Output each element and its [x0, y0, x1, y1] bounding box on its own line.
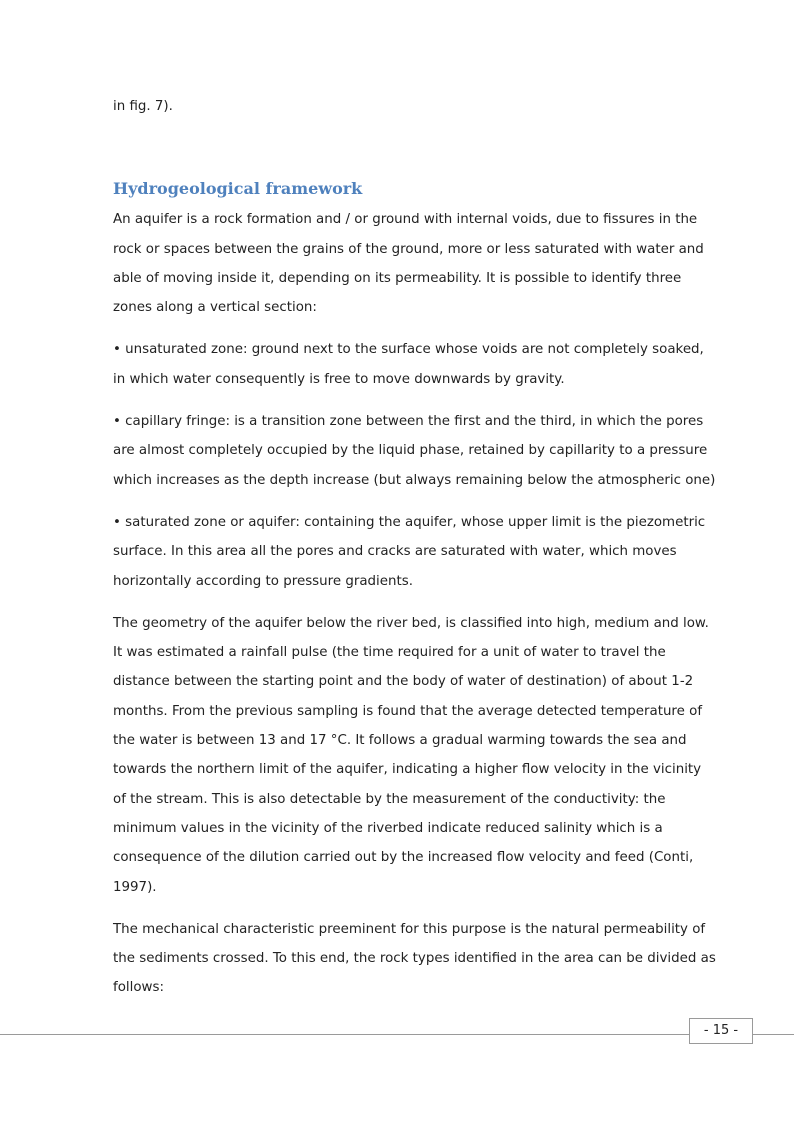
geometry-line: of the stream. This is also detectable by the measurement of the conductivity: the — [113, 791, 666, 807]
page-number: - 15 - — [689, 1018, 753, 1044]
geometry-line: months. From the previous sampling is found that the average detected temperature of — [113, 703, 703, 719]
zone-saturated — [113, 508, 706, 596]
mechanical-paragraph — [113, 915, 716, 1003]
intro-line: able of moving inside it, depending on its permeability. It is possible to identify three — [113, 270, 682, 286]
zone-line: horizontally according to pressure gradients. — [113, 573, 413, 589]
geometry-line: 1997). — [113, 879, 157, 895]
zone-unsaturated — [113, 335, 703, 394]
zone-line: surface. In this area all the pores and cracks are saturated with water, which moves — [113, 544, 677, 560]
geometry-line: the water is between 13 and 17 °C. It follows a gradual warming towards the sea and — [113, 733, 687, 749]
intro-line: rock or spaces between the grains of the ground, more or less saturated with water and — [113, 241, 704, 257]
continuation-text: in fig. 7). — [113, 99, 173, 114]
geometry-line: The geometry of the aquifer below the river bed, is classified into high, medium and low. — [113, 615, 709, 631]
zone-line: • unsaturated zone: ground next to the surface whose voids are not completely soaked, — [113, 342, 704, 358]
zone-line: • saturated zone or aquifer: containing the aquifer, whose upper limit is the piezometric — [113, 514, 706, 530]
section-heading: Hydrogeological framework — [113, 179, 363, 199]
intro-line: An aquifer is a rock formation and / or ground with internal voids, due to fissures in the — [113, 212, 698, 228]
geometry-paragraph — [113, 609, 709, 902]
page-content — [113, 92, 716, 1003]
zone-capillary-fringe — [113, 407, 716, 495]
zone-line: which increases as the depth increase (but always remaining below the atmospheric one) — [113, 472, 716, 488]
mechanical-line: the sediments crossed. To this end, the rock types identified in the area can be divided as — [113, 951, 716, 967]
footer-divider — [0, 1034, 794, 1035]
zone-line: in which water consequently is free to move downwards by gravity. — [113, 371, 565, 387]
intro-line: zones along a vertical section: — [113, 300, 317, 316]
mechanical-line: follows: — [113, 980, 164, 996]
geometry-line: consequence of the dilution carried out by the increased flow velocity and feed (Conti, — [113, 850, 694, 866]
mechanical-line: The mechanical characteristic preeminent for this purpose is the natural permeability of — [113, 921, 706, 937]
geometry-line: distance between the starting point and the body of water of destination) of about 1-2 — [113, 674, 694, 690]
geometry-line: towards the northern limit of the aquifer, indicating a higher flow velocity in the vicinity — [113, 762, 702, 778]
zone-line: • capillary fringe: is a transition zone between the first and the third, in which the pores — [113, 414, 704, 430]
intro-paragraph — [113, 205, 703, 322]
section-heading-wrapper — [113, 179, 703, 201]
geometry-line: minimum values in the vicinity of the riverbed indicate reduced salinity which is a — [113, 820, 663, 836]
zone-line: are almost completely occupied by the liquid phase, retained by capillarity to a pressure — [113, 443, 708, 459]
geometry-line: It was estimated a rainfall pulse (the time required for a unit of water to travel the — [113, 645, 666, 661]
